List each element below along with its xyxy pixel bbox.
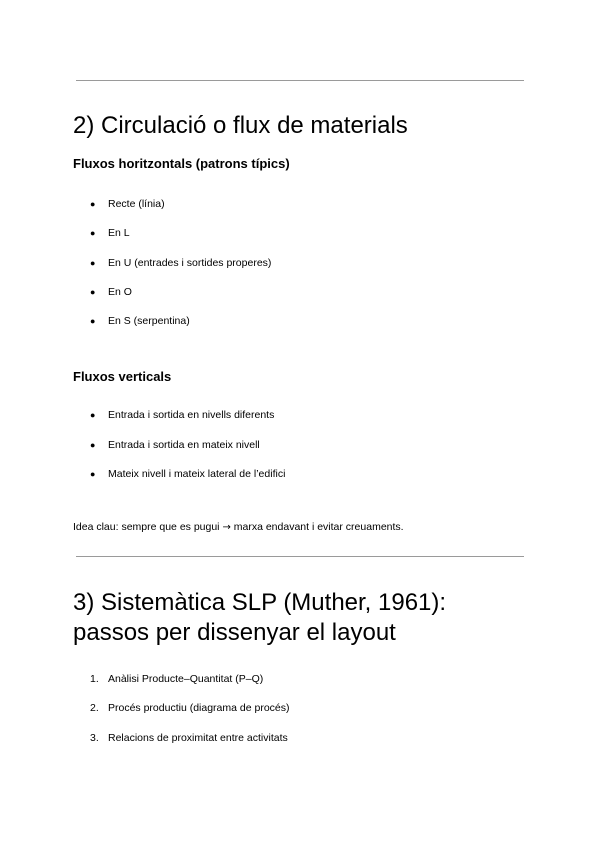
- list-item: ● En O: [90, 286, 132, 298]
- section-heading-3-line1: 3) Sistemàtica SLP (Muther, 1961):: [73, 589, 447, 616]
- list-item: ● Entrada i sortida en mateix nivell: [90, 439, 260, 451]
- section-heading-2: 2) Circulació o flux de materials: [73, 112, 408, 139]
- ordered-list-item: 2. Procés productiu (diagrama de procés): [90, 702, 290, 714]
- subheading-vertical-flows: Fluxos verticals: [73, 369, 172, 384]
- divider-top: [76, 80, 524, 81]
- list-item: ● Recte (línia): [90, 198, 165, 210]
- key-idea-text: Idea clau: sempre que es pugui → marxa endavant i evitar creuaments.: [73, 521, 404, 533]
- list-item: ● Mateix nivell i mateix lateral de l’edifici: [90, 468, 286, 480]
- divider-middle: [76, 556, 524, 557]
- list-item: ● En S (serpentina): [90, 315, 190, 327]
- section-heading-3-line2: passos per dissenyar el layout: [73, 619, 396, 646]
- ordered-list-item: 1. Anàlisi Producte–Quantitat (P–Q): [90, 673, 264, 685]
- list-item: ● Entrada i sortida en nivells diferents: [90, 409, 275, 421]
- ordered-list-item: 3. Relacions de proximitat entre activitats: [90, 732, 288, 744]
- list-item: ● En U (entrades i sortides properes): [90, 257, 272, 269]
- right-arrow-icon: →: [222, 522, 231, 533]
- list-item: ● En L: [90, 227, 130, 239]
- subheading-horizontal-flows: Fluxos horitzontals (patrons típics): [73, 156, 290, 171]
